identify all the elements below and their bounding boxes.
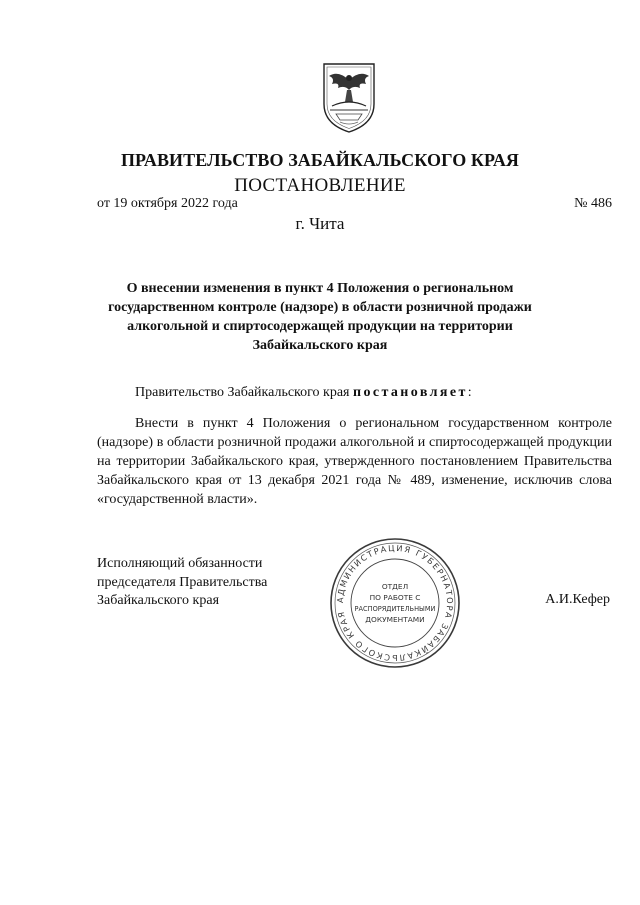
document-number: № 486	[574, 196, 612, 211]
seal-ring-text: АДМИНИСТРАЦИЯ ГУБЕРНАТОРА ЗАБАЙКАЛЬСКОГО КРАЯ	[334, 542, 456, 664]
government-title: ПРАВИТЕЛЬСТВО ЗАБАЙКАЛЬСКОГО КРАЯ	[120, 150, 520, 170]
signer-position-line: председателя Правительства	[97, 574, 268, 590]
subject-line: О внесении изменения в пункт 4 Положения о региональном	[126, 281, 514, 296]
subject-line: Забайкальского края	[252, 338, 388, 353]
preamble-suffix: :	[467, 385, 472, 400]
preamble	[135, 385, 472, 401]
signer-position-line: Забайкальского края	[97, 593, 220, 608]
preamble-verb: постановляет	[352, 385, 468, 400]
seal-center-line: ПО РАБОТЕ С	[369, 593, 421, 602]
document-subject	[100, 279, 540, 355]
svg-text:АДМИНИСТРАЦИЯ ГУБЕРНАТОРА ЗАБА	[335, 543, 455, 663]
preamble-prefix: Правительство Забайкальского края	[135, 385, 353, 400]
signer-position-line: Исполняющий обязанности	[97, 556, 263, 571]
subject-line: алкогольной и спиртосодержащей продукции на территории	[127, 319, 513, 334]
seal-center-line: ОТДЕЛ	[381, 582, 409, 591]
coat-of-arms-icon	[318, 60, 380, 134]
official-stamp-icon	[327, 535, 463, 671]
subject-line: государственном контроле (надзоре) в области розничной продажи	[108, 300, 532, 315]
document-city: г. Чита	[295, 214, 345, 233]
seal-center-line: РАСПОРЯДИТЕЛЬНЫМИ	[354, 605, 436, 613]
document-date: от 19 октября 2022 года	[97, 196, 238, 211]
seal-center-line: ДОКУМЕНТАМИ	[365, 615, 425, 624]
resolution-body: Внести в пункт 4 Положения о региональном государственном контроле (надзоре) в области розничной продажи алкогольной и спиртосодержащей продукции на территории Забайкальского края, утвержденного постановлением Правительства Забайкальского края от 13 декабря 2021 года № 489, изменение, исключив слова «государственной власти».	[97, 416, 612, 507]
signer-name: А.И.Кефер	[545, 592, 610, 607]
signer-position	[97, 555, 267, 611]
document-type: ПОСТАНОВЛЕНИЕ	[234, 175, 406, 196]
